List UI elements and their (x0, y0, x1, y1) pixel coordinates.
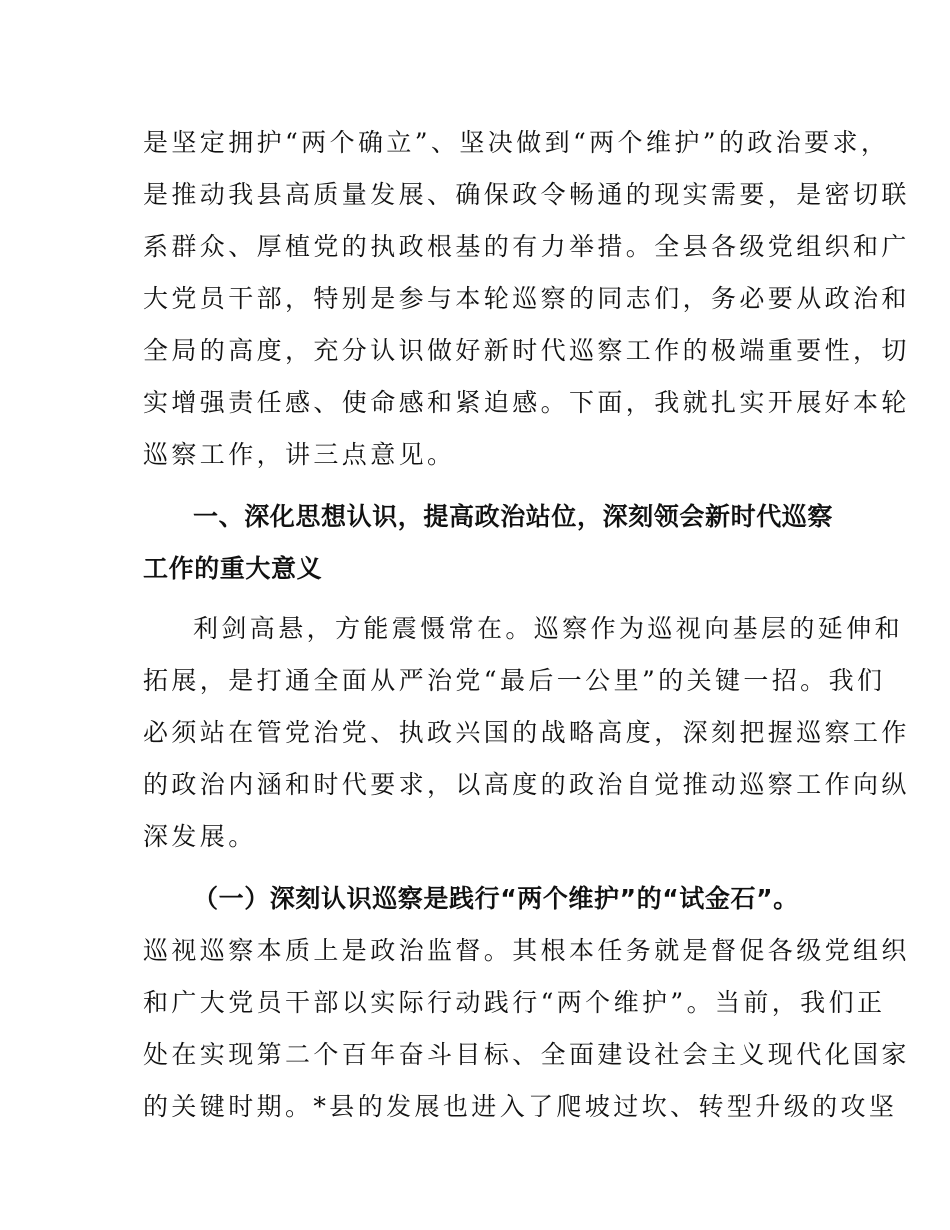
paragraph-line: 处在实现第二个百年奋斗目标、全面建设社会主义现代化国家 (143, 1040, 910, 1069)
paragraph-line: 是坚定拥护“两个确立”、坚决做到“两个维护”的政治要求， (143, 128, 890, 157)
paragraph-line: 利剑高悬，方能震慑常在。巡察作为巡视向基层的延伸和 (193, 614, 904, 643)
section-heading-continued: 工作的重大意义 (143, 554, 323, 583)
paragraph-line: 必须站在管党治党、执政兴国的战略高度，深刻把握巡察工作 (143, 718, 910, 747)
paragraph-line: 巡察工作，讲三点意见。 (143, 440, 456, 469)
paragraph-line: 系群众、厚植党的执政根基的有力举措。全县各级党组织和广 (143, 232, 910, 261)
paragraph-line: 的政治内涵和时代要求，以高度的政治自觉推动巡察工作向纵 (143, 770, 910, 799)
paragraph-line: 巡视巡察本质上是政治监督。其根本任务就是督促各级党组织 (143, 936, 910, 965)
paragraph-line: 拓展，是打通全面从严治党“最后一公里”的关键一招。我们 (143, 666, 886, 695)
section-heading: 一、深化思想认识，提高政治站位，深刻领会新时代巡察 (193, 502, 834, 531)
paragraph-line: 实增强责任感、使命感和紧迫感。下面，我就扎实开展好本轮 (143, 388, 910, 417)
paragraph-line: 深发展。 (143, 822, 257, 851)
paragraph-line: 全局的高度，充分认识做好新时代巡察工作的极端重要性，切 (143, 336, 910, 365)
paragraph-line: 的关键时期。*县的发展也进入了爬坡过坎、转型升级的攻坚 (143, 1092, 898, 1121)
paragraph-line: 是推动我县高质量发展、确保政令畅通的现实需要，是密切联 (143, 180, 910, 209)
subsection-heading: （一）深刻认识巡察是践行“两个维护”的“试金石”。 (193, 884, 799, 913)
paragraph-line: 和广大党员干部以实际行动践行“两个维护”。当前，我们正 (143, 988, 886, 1017)
paragraph-line: 大党员干部，特别是参与本轮巡察的同志们，务必要从政治和 (143, 284, 910, 313)
